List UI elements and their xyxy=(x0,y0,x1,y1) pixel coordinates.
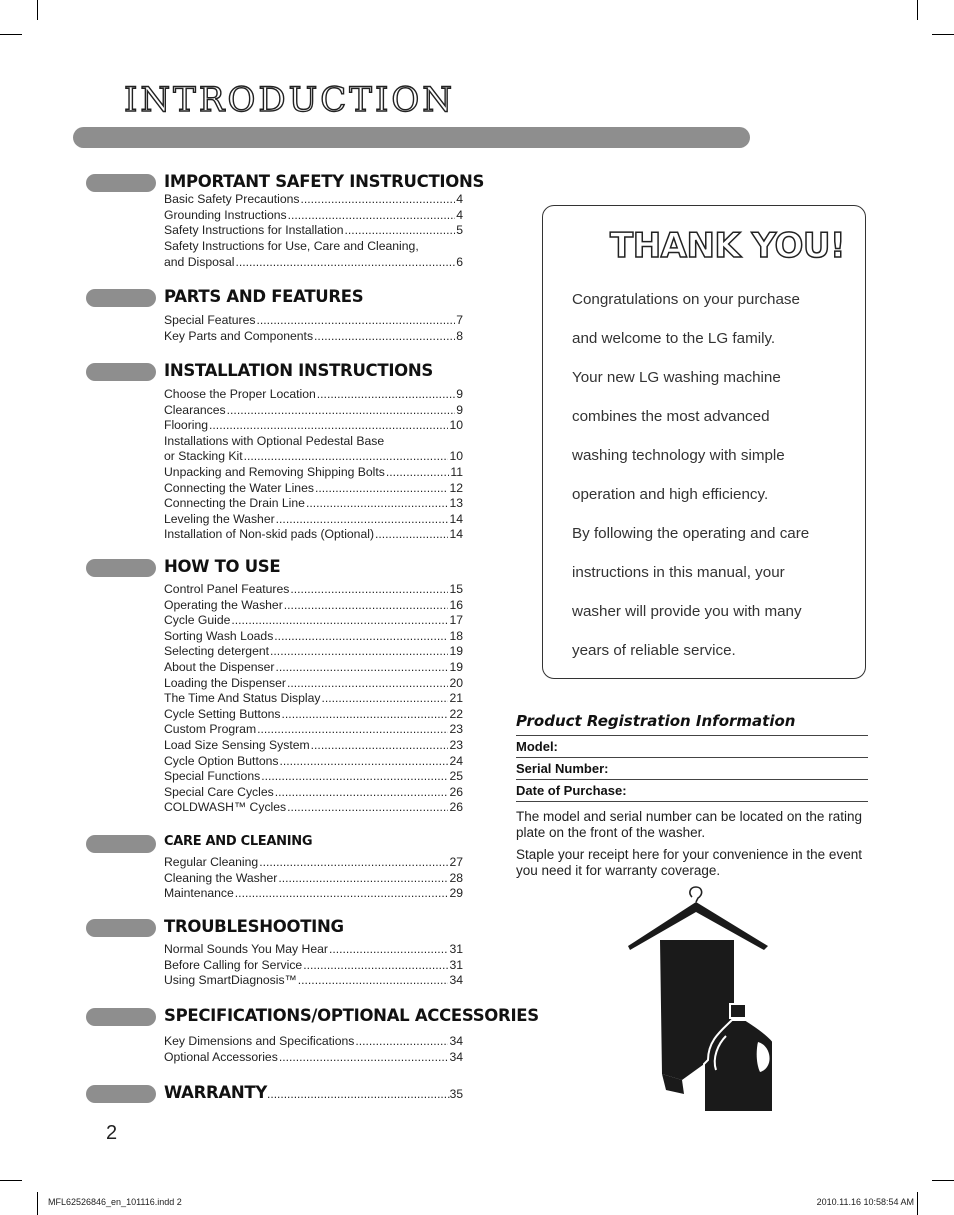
title-bar xyxy=(73,127,750,148)
section-pill xyxy=(86,174,156,192)
toc-entry[interactable]: Flooring ..... 10 xyxy=(164,418,463,434)
toc-entry[interactable]: Custom Program ..... 23 xyxy=(164,722,463,738)
section-entries xyxy=(164,582,463,816)
toc-entry[interactable]: Maintenance ..... 29 xyxy=(164,886,463,902)
toc-entry[interactable]: or Stacking Kit ..... 10 xyxy=(164,449,463,465)
toc-entry[interactable]: Normal Sounds You May Hear ..... 31 xyxy=(164,942,463,958)
toc-entry[interactable]: Sorting Wash Loads ..... 18 xyxy=(164,629,463,645)
registration-note: The model and serial number can be located on the rating plate on the front of the washer. xyxy=(516,809,862,840)
toc-entry[interactable]: Operating the Washer ..... 16 xyxy=(164,598,463,614)
section-heading: CARE AND CLEANING xyxy=(164,834,313,849)
message-line: operation and high efficiency. xyxy=(572,486,769,503)
section-entries xyxy=(164,942,463,989)
section-pill xyxy=(86,289,156,307)
section-heading: SPECIFICATIONS/OPTIONAL ACCESSORIES xyxy=(164,1006,539,1025)
warranty-entry[interactable] xyxy=(164,1083,463,1102)
toc-entry[interactable]: Unpacking and Removing Shipping Bolts ..... 11 xyxy=(164,465,463,481)
section-entries xyxy=(164,192,463,271)
message-line: washing technology with simple xyxy=(572,447,785,464)
registration-title: Product Registration Information xyxy=(516,710,868,736)
toc-entry[interactable]: Special Features ..... 7 xyxy=(164,313,463,329)
toc-entry[interactable]: Selecting detergent ..... 19 xyxy=(164,644,463,660)
toc-entry[interactable]: Grounding Instructions ..... 4 xyxy=(164,208,463,224)
toc-entry[interactable]: The Time And Status Display ..... 21 xyxy=(164,691,463,707)
serial-number-field[interactable]: Serial Number: xyxy=(516,758,868,780)
date-of-purchase-field[interactable]: Date of Purchase: xyxy=(516,780,868,802)
page-title: INTRODUCTION xyxy=(124,80,455,120)
toc-entry[interactable]: Load Size Sensing System ..... 23 xyxy=(164,738,463,754)
page-number: 2 xyxy=(106,1122,118,1144)
message-line: By following the operating and care xyxy=(572,525,810,542)
thank-you-message xyxy=(572,280,809,670)
model-field[interactable]: Model: xyxy=(516,736,868,758)
crop-mark xyxy=(37,0,38,20)
crop-mark xyxy=(932,1180,954,1181)
section-heading: PARTS AND FEATURES xyxy=(164,287,364,306)
toc-entry[interactable]: Choose the Proper Location ..... 9 xyxy=(164,387,463,403)
toc-entry[interactable]: Safety Instructions for Use, Care and Cleaning, xyxy=(164,238,419,253)
section-heading: HOW TO USE xyxy=(164,557,281,576)
message-line: combines the most advanced xyxy=(572,408,770,425)
crop-mark xyxy=(932,34,954,35)
crop-mark xyxy=(0,34,22,35)
message-line: and welcome to the LG family. xyxy=(572,330,776,347)
toc-entry[interactable]: Using SmartDiagnosis™ ..... 34 xyxy=(164,973,463,989)
laundry-illustration xyxy=(622,884,772,1116)
toc-entry[interactable]: Leveling the Washer ..... 14 xyxy=(164,512,463,528)
footer-timestamp: 2010.11.16 10:58:54 AM xyxy=(816,1197,914,1207)
crop-mark xyxy=(917,1192,918,1215)
message-line: instructions in this manual, your xyxy=(572,564,785,581)
section-pill xyxy=(86,1085,156,1103)
toc-entry[interactable]: About the Dispenser ..... 19 xyxy=(164,660,463,676)
product-registration xyxy=(516,710,868,879)
toc-entry[interactable]: Special Care Cycles ..... 26 xyxy=(164,785,463,801)
crop-mark xyxy=(0,1180,22,1181)
toc-entry[interactable]: Basic Safety Precautions ..... 4 xyxy=(164,192,463,208)
toc-entry[interactable]: Connecting the Water Lines ..... 12 xyxy=(164,481,463,497)
toc-entry[interactable]: Clearances ..... 9 xyxy=(164,403,463,419)
toc-entry[interactable]: Installations with Optional Pedestal Base xyxy=(164,433,385,448)
section-heading: TROUBLESHOOTING xyxy=(164,917,344,936)
message-line: Congratulations on your purchase xyxy=(572,291,800,308)
toc-entry[interactable]: Special Functions ..... 25 xyxy=(164,769,463,785)
toc-entry[interactable]: Key Dimensions and Specifications ..... 34 xyxy=(164,1034,463,1050)
message-line: Your new LG washing machine xyxy=(572,369,781,386)
section-heading: INSTALLATION INSTRUCTIONS xyxy=(164,361,433,380)
toc-entry[interactable]: Installation of Non-skid pads (Optional) ..... 14 xyxy=(164,527,463,543)
thank-you-title: THANK YOU! xyxy=(610,226,846,266)
section-pill xyxy=(86,919,156,937)
section-entries xyxy=(164,855,463,902)
message-line: washer will provide you with many xyxy=(572,603,802,620)
registration-note: Staple your receipt here for your convenience in the event you need it for warranty coverage. xyxy=(516,847,862,878)
toc-entry[interactable]: Before Calling for Service ..... 31 xyxy=(164,958,463,974)
toc-entry[interactable]: Cycle Option Buttons ..... 24 xyxy=(164,754,463,770)
toc-entry[interactable]: COLDWASH™ Cycles ..... 26 xyxy=(164,800,463,816)
toc-entry[interactable]: Safety Instructions for Installation ..... 5 xyxy=(164,223,463,239)
toc-entry[interactable]: Optional Accessories ..... 34 xyxy=(164,1050,463,1066)
crop-mark xyxy=(917,0,918,20)
section-entries xyxy=(164,313,463,344)
section-heading: IMPORTANT SAFETY INSTRUCTIONS xyxy=(164,172,485,191)
toc-entry[interactable]: Loading the Dispenser ..... 20 xyxy=(164,676,463,692)
section-entries xyxy=(164,387,463,543)
section-pill xyxy=(86,835,156,853)
footer-file: MFL62526846_en_101116.indd 2 xyxy=(48,1197,182,1207)
toc-entry[interactable]: and Disposal ..... 6 xyxy=(164,255,463,271)
toc-entry[interactable]: Cleaning the Washer ..... 28 xyxy=(164,871,463,887)
toc-entry[interactable]: Regular Cleaning ..... 27 xyxy=(164,855,463,871)
toc-entry[interactable]: Cycle Guide ..... 17 xyxy=(164,613,463,629)
message-line: years of reliable service. xyxy=(572,642,736,659)
section-heading: WARRANTY xyxy=(164,1083,268,1102)
section-pill xyxy=(86,559,156,577)
section-entries xyxy=(164,1034,463,1065)
toc-entry[interactable]: Connecting the Drain Line ..... 13 xyxy=(164,496,463,512)
warranty-page: 35 xyxy=(449,1087,463,1101)
toc-entry[interactable]: Key Parts and Components ..... 8 xyxy=(164,329,463,345)
thank-you-box xyxy=(542,205,866,679)
crop-mark xyxy=(37,1192,38,1215)
section-pill xyxy=(86,363,156,381)
toc-entry[interactable]: Cycle Setting Buttons ..... 22 xyxy=(164,707,463,723)
section-pill xyxy=(86,1008,156,1026)
toc-entry[interactable]: Control Panel Features ..... 15 xyxy=(164,582,463,598)
